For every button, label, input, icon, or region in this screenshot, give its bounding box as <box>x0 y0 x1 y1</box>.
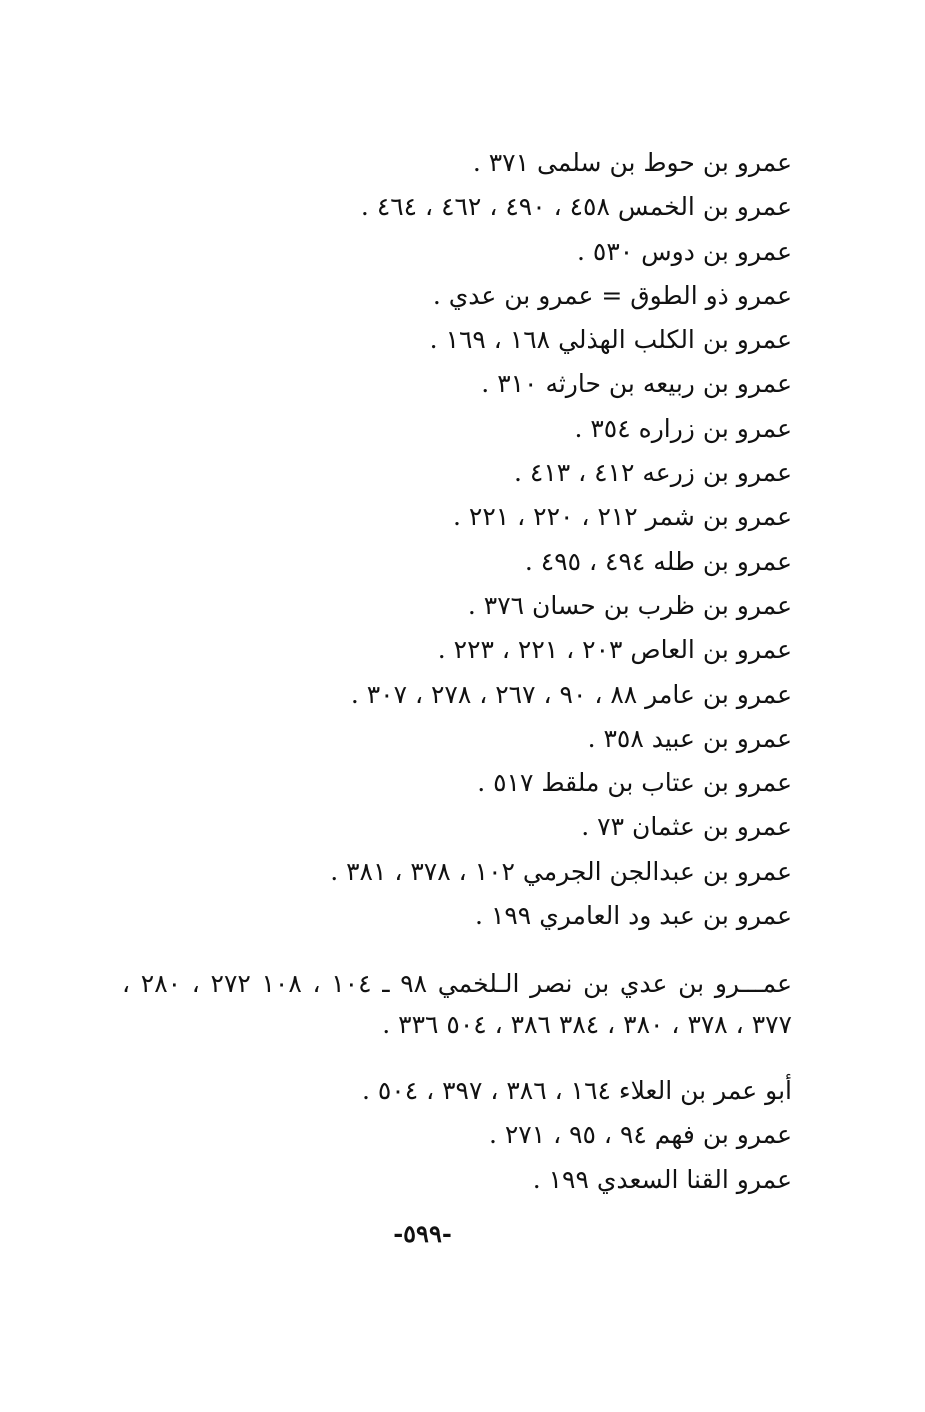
index-entry-list <box>132 1069 792 1202</box>
index-entry: عمرو بن عثمان ٧٣ . <box>581 812 792 842</box>
index-entry: عمرو ذو الطوق = عمرو بن عدي . <box>432 280 792 310</box>
page-number: -٥٩٩- <box>393 1219 452 1248</box>
index-entry: عمرو بن عبد ود العامري ١٩٩ . <box>475 901 792 931</box>
index-entry: عمرو بن شمر ٢١٢ ، ٢٢٠ ، ٢٢١ . <box>453 502 792 532</box>
index-entry: عمرو بن ربيعه بن حارثه ٣١٠ . <box>481 369 792 399</box>
index-entry: عمرو بن الكلب الهذلي ١٦٨ ، ١٦٩ . <box>429 325 792 355</box>
index-entry: عمرو بن العاص ٢٠٣ ، ٢٢١ ، ٢٢٣ . <box>437 635 792 665</box>
index-entry: عمرو بن ظرب بن حسان ٣٧٦ . <box>467 590 792 620</box>
index-entry-multiline: عمـــرو بن عدي بن نصر الـلخمي ٩٨ ـ ١٠٤ ، ١٠٨ ٢٧٢ ، ٢٨٠ ، ٣٧٧ ، ٣٧٨ ، ٣٨٠ ، ٣٨٤ ٣٨٦ ، ٥٠٤ ٣٣٦ . <box>122 969 793 1039</box>
index-entry: عمرو بن فهم ٩٤ ، ٩٥ ، ٢٧١ . <box>488 1120 792 1150</box>
index-entry: عمرو بن عبيد ٣٥٨ . <box>587 723 792 753</box>
index-entry: عمرو بن طله ٤٩٤ ، ٤٩٥ . <box>524 546 792 576</box>
index-entry: عمرو بن حوط بن سلمى ٣٧١ . <box>472 148 792 177</box>
index-entry: عمرو بن عبدالجن الجرمي ١٠٢ ، ٣٧٨ ، ٣٨١ . <box>330 856 792 886</box>
index-entry: أبو عمر بن العلاء ١٦٤ ، ٣٨٦ ، ٣٩٧ ، ٥٠٤ . <box>361 1076 792 1105</box>
index-entry: عمرو بن عتاب بن ملقط ٥١٧ . <box>477 768 792 798</box>
index-entry: عمرو القنا السعدي ١٩٩ . <box>532 1164 792 1194</box>
index-entry: عمرو بن عامر ٨٨ ، ٩٠ ، ٢٦٧ ، ٢٧٨ ، ٣٠٧ . <box>350 679 792 709</box>
index-entry: عمرو بن زراره ٣٥٤ . <box>574 413 792 443</box>
index-entry-list <box>132 141 792 938</box>
index-entry: عمرو بن دوس ٥٣٠ . <box>577 236 792 266</box>
index-entry: عمرو بن زرعه ٤١٢ ، ٤١٣ . <box>513 458 792 488</box>
index-entry: عمرو بن الخمس ٤٥٨ ، ٤٩٠ ، ٤٦٢ ، ٤٦٤ . <box>360 192 792 222</box>
